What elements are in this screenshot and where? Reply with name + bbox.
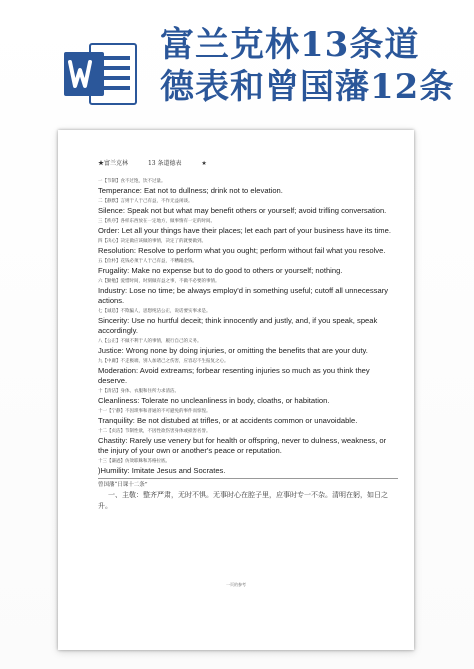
virtue-cn: 九【中庸】不走极端，别人加诸己之伤害，应容忍不生报复之心。 bbox=[98, 359, 229, 364]
list-item bbox=[98, 238, 398, 256]
document-header bbox=[98, 158, 398, 167]
header-left: ★富兰克林 bbox=[98, 160, 129, 167]
virtue-en: Moderation: Avoid extreams; forbear resenting injuries so much as you think they deserve. bbox=[98, 366, 370, 385]
list-item bbox=[98, 358, 398, 386]
list-item bbox=[98, 258, 398, 276]
virtue-cn: 十二【贞洁】节制性欲，不因性欲伤害身体或损害名誉。 bbox=[98, 429, 211, 434]
virtue-en: Sincerity: Use no hurtful deceit; think innocently and justly, and, if you speak, speak accordingly. bbox=[98, 316, 378, 335]
header-mid: 13 条道德表 bbox=[147, 160, 182, 167]
zeng-section-title: 曾国藩“日课十二条” bbox=[98, 482, 148, 488]
page-title bbox=[160, 24, 454, 108]
virtue-cn: 五【俭朴】花钱必须于人于己有益，不糟蹋金钱。 bbox=[98, 259, 197, 264]
list-item bbox=[98, 218, 398, 236]
list-item bbox=[98, 458, 398, 476]
virtue-cn: 八【公正】不做不利于人的事情，履行自己的义务。 bbox=[98, 339, 202, 344]
word-document-icon bbox=[60, 40, 144, 108]
virtue-cn: 十三【谦逊】仿效耶稣和苏格拉底。 bbox=[98, 459, 170, 464]
virtue-en: Justice: Wrong none by doing injuries, or omitting the benefits that are your duty. bbox=[98, 346, 368, 355]
virtue-cn: 一【节制】食不过饱，饮不过量。 bbox=[98, 179, 166, 184]
virtue-en: Tranquility: Be not distubed at trifles, or at accidents common or unavoidable. bbox=[98, 416, 358, 425]
virtue-en: Temperance: Eat not to dullness; drink not to elevation. bbox=[98, 186, 283, 195]
page-footer: 一页的参考 bbox=[226, 582, 246, 587]
virtue-cn: 二【静默】言则于人于己有益，不作无益闲谈。 bbox=[98, 199, 193, 204]
virtue-en: Order: Let all your things have their places; let each part of your business have its time. bbox=[98, 226, 391, 235]
document-preview-page bbox=[58, 130, 414, 650]
virtue-en: Resolution: Resolve to perform what you ought; perform without fail what you resolve. bbox=[98, 246, 386, 255]
virtue-cn: 六【勤勉】爱惜时间，时刻做有益之事，不做不必要的事情。 bbox=[98, 279, 220, 284]
title-line-1: 富兰克林13条道 bbox=[160, 25, 420, 65]
virtue-cn: 十【清洁】身体、衣服和住所力求清洁。 bbox=[98, 389, 179, 394]
list-item bbox=[98, 388, 398, 406]
virtue-en: Cleanliness: Tolerate no uncleanliness in body, cloaths, or habitation. bbox=[98, 396, 330, 405]
header-star-icon: ★ bbox=[201, 160, 207, 167]
zeng-section-text: 一、主敬：整齐严肃，无时不惧。无事时心在腔子里，应事时专一不杂。清明在躬，如日之升。 bbox=[98, 491, 388, 510]
list-item bbox=[98, 198, 398, 216]
list-item bbox=[98, 408, 398, 426]
section-divider bbox=[98, 478, 398, 479]
virtue-cn: 三【秩序】各样东西放在一定地方，做事情有一定的时间。 bbox=[98, 219, 215, 224]
virtue-en: Silence: Speak not but what may benefit others or yourself; avoid trifling conversation. bbox=[98, 206, 387, 215]
list-item bbox=[98, 338, 398, 356]
list-item bbox=[98, 428, 398, 456]
virtue-en: Chastity: Rarely use venery but for health or offspring, never to dulness, weakness, or the injury of your own or another's peace or reputation. bbox=[98, 436, 387, 455]
virtue-en: Frugality: Make no expense but to do good to others or yourself; nothing. bbox=[98, 266, 343, 275]
virtue-list bbox=[98, 178, 398, 512]
list-item bbox=[98, 308, 398, 336]
virtue-cn: 四【决心】决定做应该做的事情，决定了的就要做到。 bbox=[98, 239, 206, 244]
title-line-2: 德表和曾国藩12条 bbox=[160, 67, 455, 107]
virtue-cn: 七【诚恳】不欺骗人，思想纯洁公正，说话要实事求是。 bbox=[98, 309, 211, 314]
virtue-en: )Humility: Imitate Jesus and Socrates. bbox=[98, 466, 226, 475]
virtue-en: Industry: Lose no time; be always employ'd in something useful; cutoff all unnecessary actions. bbox=[98, 286, 389, 305]
list-item bbox=[98, 278, 398, 306]
list-item bbox=[98, 178, 398, 196]
virtue-cn: 十一【宁静】不因琐事和普通的不可避免的事件而惊惶。 bbox=[98, 409, 211, 414]
